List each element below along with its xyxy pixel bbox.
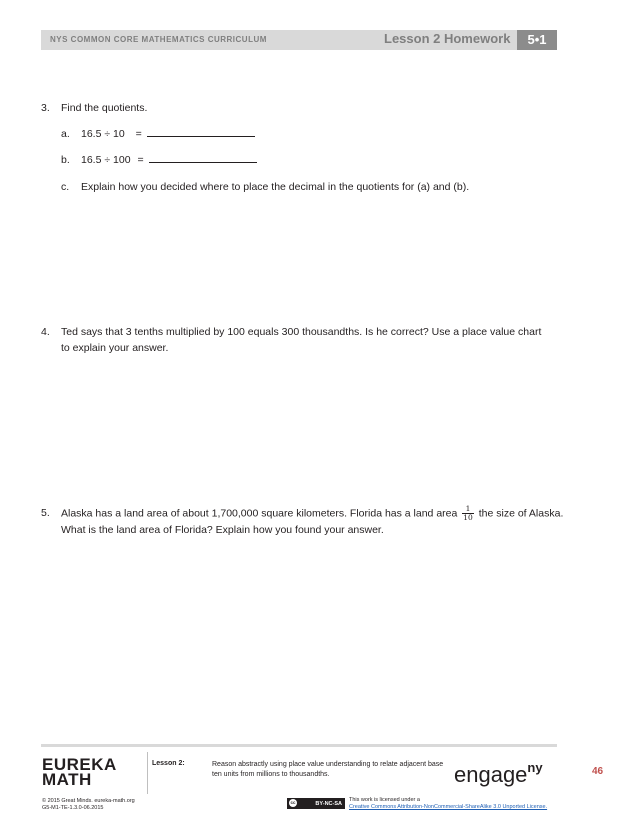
- footer-divider: [147, 752, 148, 794]
- question-text: Explain how you decided where to place the decimal in the quotients for (a) and (b).: [81, 181, 470, 193]
- equals-sign: =: [135, 128, 142, 140]
- footer-lesson-label: Lesson 2:: [152, 760, 185, 767]
- creative-commons-badge: [287, 798, 345, 809]
- question-number: 4.: [41, 326, 50, 338]
- license-line-1: This work is licensed under a: [349, 797, 420, 803]
- fraction-one-tenth: [462, 505, 474, 522]
- cc-icon: cc: [290, 800, 296, 805]
- copyright: [42, 798, 135, 812]
- ny-text: ny: [527, 760, 543, 775]
- part-label: c.: [61, 181, 70, 193]
- logo-line-1: EUREKA: [42, 755, 117, 774]
- answer-blank[interactable]: [149, 152, 257, 163]
- eureka-math-logo: [42, 755, 117, 789]
- question-text-line2: What is the land area of Florida? Explain how you found your answer.: [61, 524, 384, 536]
- engageny-logo: [454, 760, 543, 788]
- question-text: Find the quotients.: [61, 102, 148, 114]
- question-4: [41, 324, 561, 356]
- question-text-line1: Ted says that 3 tenths multiplied by 100 equals 300 thousandths. Is he correct? Use a place value chart: [61, 326, 542, 338]
- question-3a: [61, 126, 255, 142]
- question-text-line2: to explain your answer.: [61, 342, 169, 354]
- copyright-line-2: G5-M1-TE-1.3.0-06.2015: [42, 805, 104, 811]
- lesson-title: Lesson 2 Homework: [384, 31, 511, 46]
- question-3-prompt: [41, 100, 147, 116]
- question-3b: [61, 152, 257, 168]
- fraction-numerator: 1: [465, 504, 471, 513]
- license-link[interactable]: Creative Commons Attribution-NonCommercial-ShareAlike 3.0 Unported License.: [349, 804, 548, 810]
- question-number: 3.: [41, 102, 50, 114]
- cc-badge-text: BY-NC-SA: [315, 800, 342, 807]
- question-3c: [61, 179, 469, 195]
- part-label: a.: [61, 128, 70, 140]
- answer-blank[interactable]: [147, 126, 255, 137]
- curriculum-title: NYS COMMON CORE MATHEMATICS CURRICULUM: [50, 35, 267, 44]
- logo-line-2: MATH: [42, 770, 92, 789]
- expression: 16.5 ÷ 100: [81, 154, 131, 166]
- question-number: 5.: [41, 507, 50, 520]
- grade-module-badge: 5•1: [517, 30, 557, 50]
- engage-text: engage: [454, 762, 528, 787]
- equals-sign: =: [137, 154, 144, 166]
- question-text-line1-end: the size of Alaska.: [478, 507, 564, 520]
- license-text: [349, 797, 547, 811]
- footer-lesson-description: Reason abstractly using place value understanding to relate adjacent base ten units from millions to thousandths.: [212, 761, 444, 778]
- fraction-denominator: 10: [463, 513, 473, 522]
- copyright-line-1: © 2015 Great Minds. eureka-math.org: [42, 798, 135, 804]
- part-label: b.: [61, 154, 70, 166]
- question-text-line1: Alaska has a land area of about 1,700,000 square kilometers. Florida has a land area: [61, 507, 458, 520]
- page-number: 46: [592, 766, 604, 777]
- footer-rule: [41, 744, 557, 747]
- question-5: [41, 505, 581, 538]
- expression: 16.5 ÷ 10: [81, 128, 125, 140]
